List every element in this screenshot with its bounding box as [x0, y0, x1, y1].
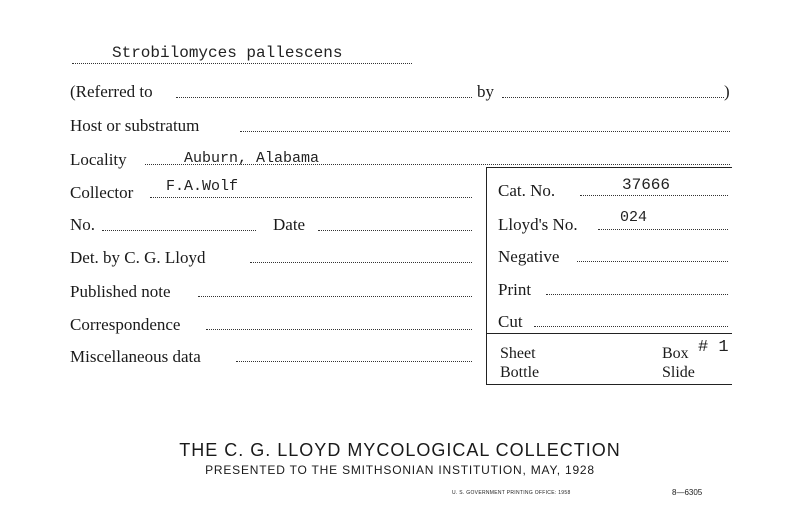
date-line: [318, 230, 472, 231]
collector-value: F.A.Wolf: [166, 178, 239, 195]
misc-data-label: Miscellaneous data: [70, 347, 201, 366]
cat-no-value: 37666: [622, 176, 671, 194]
printer-note: U. S. GOVERNMENT PRINTING OFFICE: 1958: [452, 490, 571, 496]
form-code: 8—6305: [672, 488, 703, 497]
collector-label: Collector: [70, 183, 134, 202]
collection-title: THE C. G. LLOYD MYCOLOGICAL COLLECTION: [179, 440, 621, 460]
correspondence-line: [206, 329, 472, 330]
bottle-label: Bottle: [500, 364, 540, 381]
species-line: [72, 63, 412, 64]
lloyds-no-label: Lloyd's No.: [498, 215, 578, 234]
date-label: Date: [273, 215, 306, 234]
by-label: by: [477, 82, 494, 101]
host-line: [240, 131, 730, 132]
locality-value: Auburn, Alabama: [184, 150, 320, 167]
box-divider: [486, 333, 732, 334]
close-paren: ): [724, 82, 730, 101]
referred-to-label: (Referred to: [70, 82, 153, 101]
negative-line: [577, 261, 728, 262]
negative-label: Negative: [498, 247, 560, 266]
cat-no-line: [580, 195, 728, 196]
referred-to-line: [176, 97, 472, 98]
no-line: [102, 230, 256, 231]
box-top-border: [486, 167, 732, 168]
det-by-line: [250, 262, 472, 263]
species-name: Strobilomyces pallescens: [112, 44, 343, 62]
cut-line: [534, 326, 728, 327]
cat-no-label: Cat. No.: [498, 181, 556, 200]
locality-label: Locality: [70, 150, 127, 169]
box-bottom-border: [486, 384, 732, 385]
correspondence-label: Correspondence: [70, 315, 181, 334]
no-label: No.: [70, 215, 96, 234]
by-line: [502, 97, 724, 98]
box-value: # 1: [698, 338, 729, 357]
print-line: [546, 294, 728, 295]
published-note-line: [198, 296, 472, 297]
lloyds-no-value: 024: [620, 209, 648, 226]
published-note-label: Published note: [70, 282, 171, 301]
lloyds-no-line: [598, 229, 728, 230]
print-label: Print: [498, 280, 532, 299]
collection-subtitle: PRESENTED TO THE SMITHSONIAN INSTITUTION, MAY, 1928: [205, 463, 595, 477]
cut-label: Cut: [498, 312, 523, 331]
box-label: Box: [662, 345, 689, 362]
collector-line: [150, 197, 472, 198]
det-by-label: Det. by C. G. Lloyd: [70, 248, 206, 267]
slide-label: Slide: [662, 364, 695, 381]
box-left-border: [486, 167, 487, 384]
sheet-label: Sheet: [500, 345, 536, 362]
misc-data-line: [236, 361, 472, 362]
host-label: Host or substratum: [70, 116, 200, 135]
